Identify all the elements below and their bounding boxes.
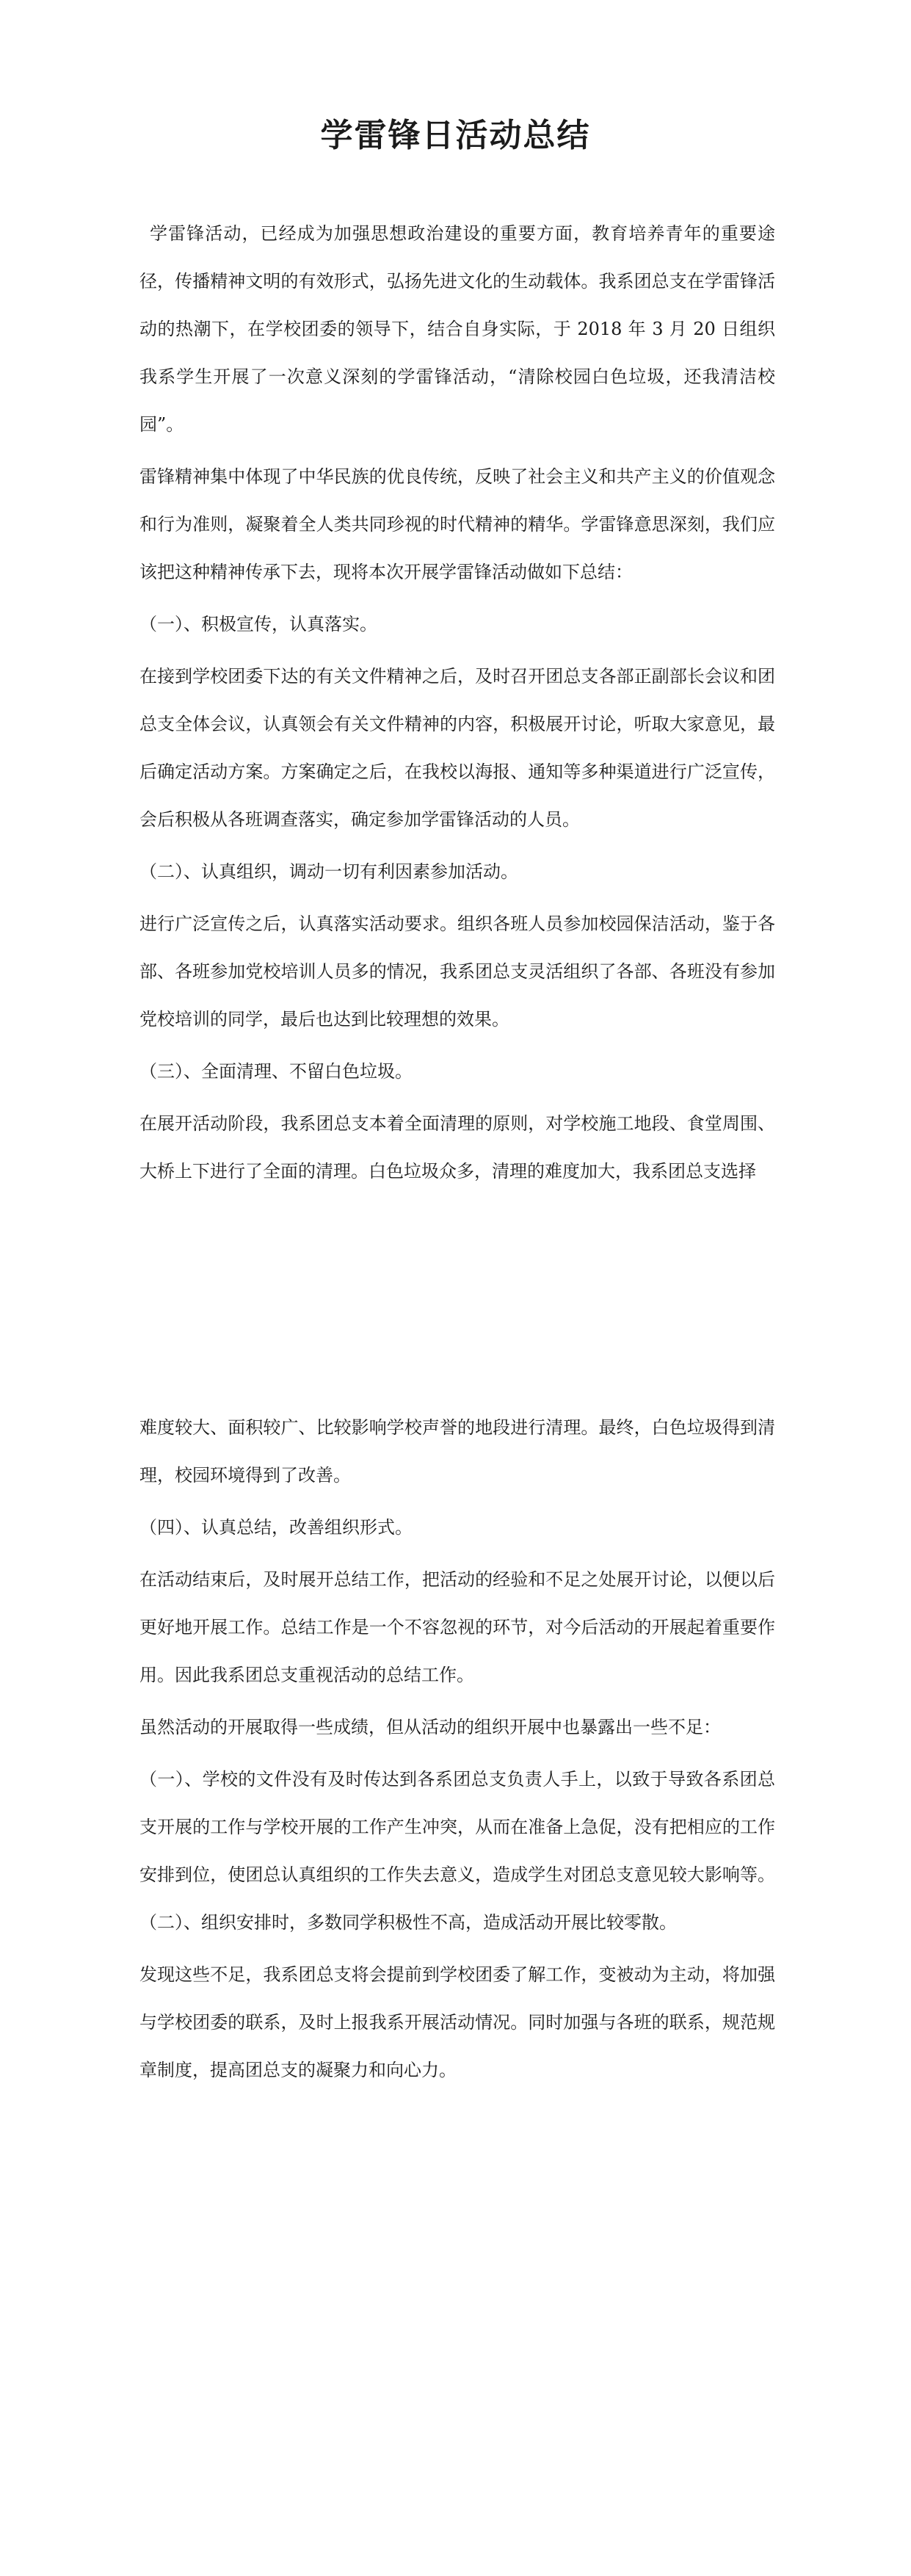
paragraph-section-3-end: 难度较大、面积较广、比较影响学校声誉的地段进行清理。最终，白色垃圾得到清理，校园环境得到了改善。 (139, 1417, 775, 1486)
paragraph-spirit: 雷锋精神集中体现了中华民族的优良传统，反映了社会主义和共产主义的价值观念和行为准则，凝聚着全人类共同珍视的时代精神的精华。学雷锋意思深刻，我们应该把这种精神传承下去，现将本次开展学雷锋活动做如下总结： (139, 466, 775, 582)
document-body-part-1 (139, 210, 775, 1200)
document-title: 学雷锋日活动总结 (320, 117, 591, 154)
paragraph-section-3-start: 在展开活动阶段，我系团总支本着全面清理的原则，对学校施工地段、食堂周围、大桥上下进行了全面的清理。白色垃圾众多，清理的难度加大，我系团总支选择 (139, 1113, 775, 1182)
section-heading-2: （二）、认真组织，调动一切有利因素参加活动。 (139, 861, 518, 882)
document-body-part-2 (139, 1404, 775, 2099)
paragraph-section-2: 进行广泛宣传之后，认真落实活动要求。组织各班人员参加校园保洁活动，鉴于各部、各班参加党校培训人员多的情况，我系团总支灵活组织了各部、各班没有参加党校培训的同学，最后也达到比较理想的效果。 (139, 913, 775, 1030)
section-heading-3: （三）、全面清理、不留白色垃圾。 (139, 1061, 413, 1082)
section-heading-4: （四）、认真总结，改善组织形式。 (139, 1517, 413, 1538)
paragraph-section-1: 在接到学校团委下达的有关文件精神之后，及时召开团总支各部正副部长会议和团总支全体会议，认真领会有关文件精神的内容，积极展开讨论，听取大家意见，最后确定活动方案。方案确定之后，在我校以海报、通知等多种渠道进行广泛宣传，会后积极从各班调查落实，确定参加学雷锋活动的人员。 (139, 666, 775, 830)
section-heading-1: （一）、积极宣传，认真落实。 (139, 614, 377, 634)
paragraph-intro: 学雷锋活动，已经成为加强思想政治建设的重要方面，教育培养青年的重要途径，传播精神文明的有效形式，弘扬先进文化的生动载体。我系团总支在学雷锋活动的热潮下，在学校团委的领导下，结合自身实际，于 2018 年 3 月 20 日组织我系学生开展了一次意义深刻的学雷锋活动，“清除校园白色垃圾，还我清洁校园”。 (139, 223, 775, 435)
paragraph-shortcomings-intro: 虽然活动的开展取得一些成绩，但从活动的组织开展中也暴露出一些不足： (139, 1717, 721, 1737)
paragraph-section-4: 在活动结束后，及时展开总结工作，把活动的经验和不足之处展开讨论，以便以后更好地开展工作。总结工作是一个不容忽视的环节，对今后活动的开展起着重要作用。因此我系团总支重视活动的总结工作。 (139, 1569, 775, 1685)
paragraph-improvements: 发现这些不足，我系团总支将会提前到学校团委了解工作，变被动为主动，将加强与学校团委的联系，及时上报我系开展活动情况。同时加强与各班的联系，规范规章制度，提高团总支的凝聚力和向心力。 (139, 1964, 775, 2080)
paragraph-shortcomings-list: （一）、学校的文件没有及时传达到各系团总支负责人手上，以致于导致各系团总支开展的工作与学校开展的工作产生冲突，从而在准备上急促，没有把相应的工作安排到位，使团总认真组织的工作失去意义，造成学生对团总支意见较大影响等。（二）、组织安排时，多数同学积极性不高，造成活动开展比较零散。 (139, 1769, 775, 1933)
